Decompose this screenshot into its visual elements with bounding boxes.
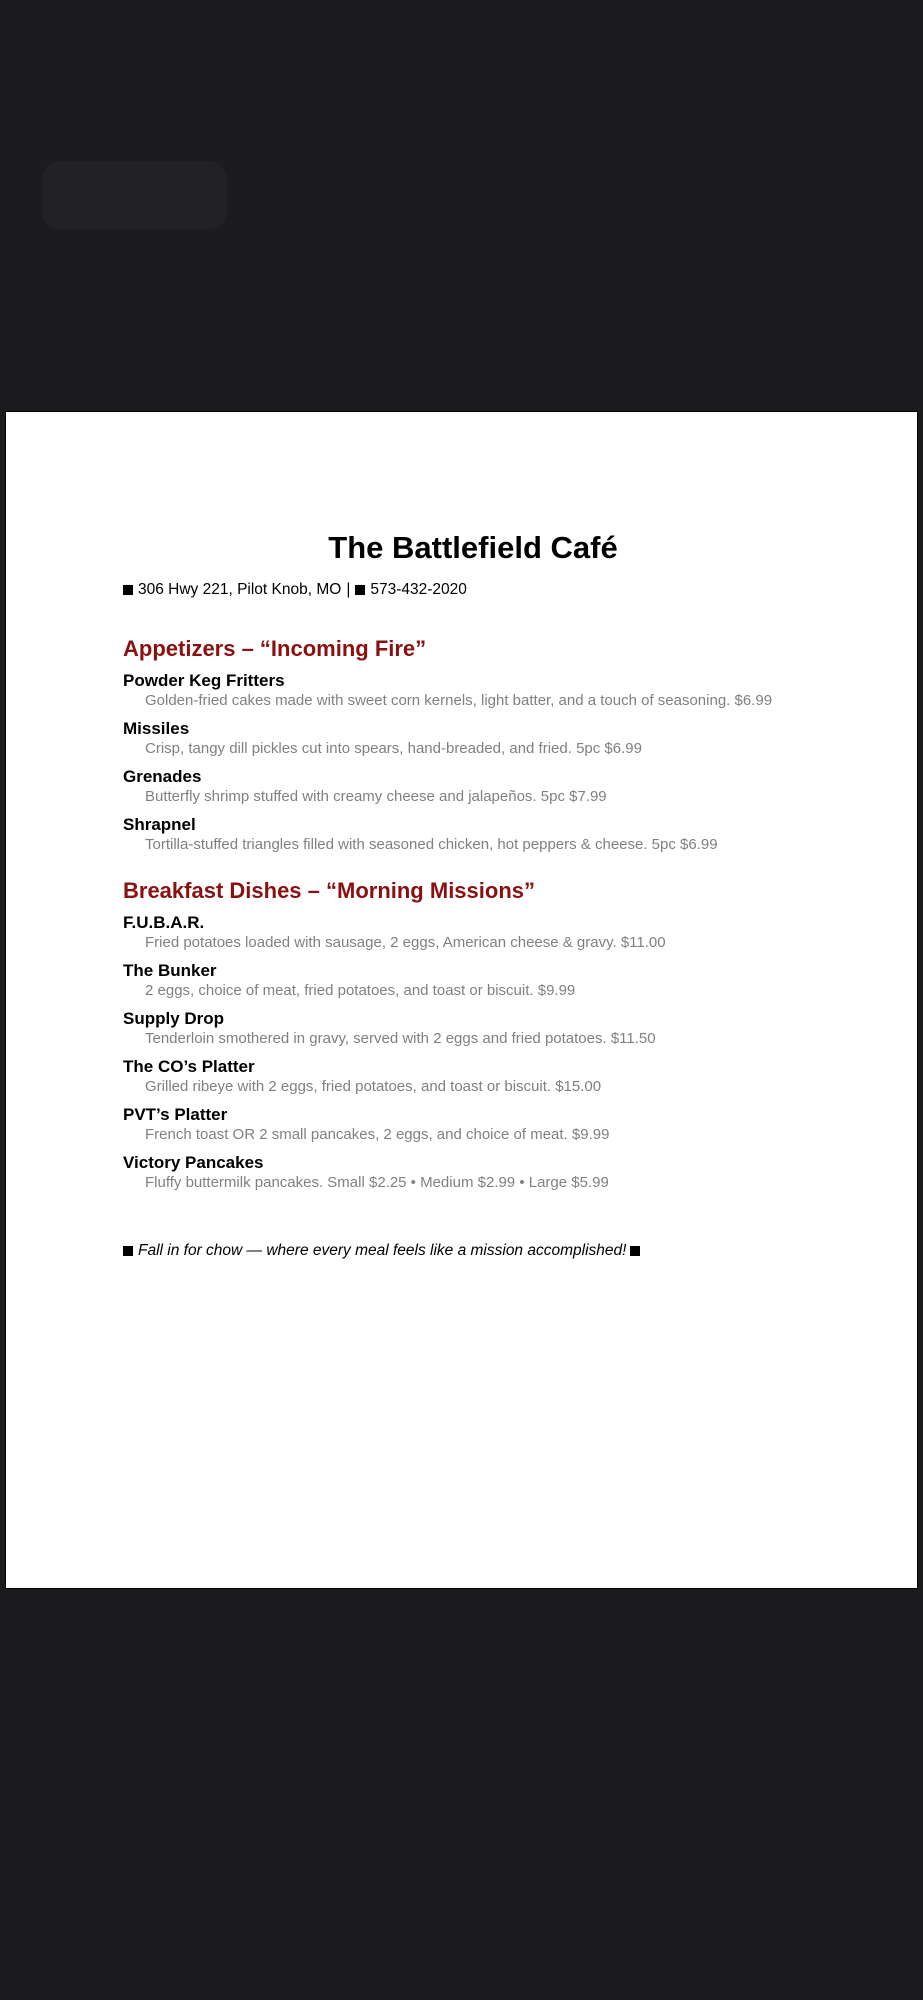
- item-description: Golden-fried cakes made with sweet corn kernels, light batter, and a touch of seasoning. $6.99: [145, 692, 773, 709]
- item-description: French toast OR 2 small pancakes, 2 eggs, and choice of meat. $9.99: [145, 1126, 610, 1143]
- appetizers-list: [123, 671, 823, 855]
- section-title-breakfast: Breakfast Dishes – “Morning Missions”: [123, 878, 535, 903]
- list-item: [123, 815, 823, 855]
- breakfast-list: [123, 913, 823, 1193]
- item-name: Powder Keg Fritters: [123, 671, 285, 690]
- item-name: Missiles: [123, 719, 190, 738]
- item-name: The Bunker: [123, 961, 217, 980]
- list-item: [123, 671, 823, 711]
- tagline: [123, 1241, 823, 1261]
- menu-page: [5, 411, 918, 1589]
- section-title-appetizers: Appetizers – “Incoming Fire”: [123, 636, 427, 661]
- list-item: [123, 1057, 823, 1097]
- item-name: Victory Pancakes: [123, 1153, 264, 1172]
- list-item: [123, 1105, 823, 1145]
- item-description: Tenderloin smothered in gravy, served with 2 eggs and fried potatoes. $11.50: [145, 1030, 656, 1047]
- bullet-square-icon: [630, 1246, 640, 1256]
- contact-separator: |: [346, 581, 351, 598]
- item-name: PVT’s Platter: [123, 1105, 228, 1124]
- toolbar-pill[interactable]: [42, 161, 227, 229]
- menu-content: [123, 528, 823, 1261]
- list-item: [123, 719, 823, 759]
- list-item: [123, 1153, 823, 1193]
- list-item: [123, 1009, 823, 1049]
- item-description: 2 eggs, choice of meat, fried potatoes, and toast or biscuit. $9.99: [145, 982, 576, 999]
- bullet-square-icon: [355, 585, 365, 595]
- list-item: [123, 961, 823, 1001]
- item-description: Butterfly shrimp stuffed with creamy cheese and jalapeños. 5pc $7.99: [145, 788, 607, 805]
- list-item: [123, 767, 823, 807]
- item-description: Fried potatoes loaded with sausage, 2 eggs, American cheese & gravy. $11.00: [145, 934, 666, 951]
- item-description: Fluffy buttermilk pancakes. Small $2.25 • Medium $2.99 • Large $5.99: [145, 1174, 609, 1191]
- item-name: Supply Drop: [123, 1009, 225, 1028]
- item-name: The CO’s Platter: [123, 1057, 255, 1076]
- list-item: [123, 913, 823, 953]
- item-name: Grenades: [123, 767, 202, 786]
- phone-text: 573-432-2020: [370, 581, 467, 598]
- bullet-square-icon: [123, 1246, 133, 1256]
- bullet-square-icon: [123, 585, 133, 595]
- item-description: Tortilla-stuffed triangles filled with seasoned chicken, hot peppers & cheese. 5pc $6.99: [145, 836, 718, 853]
- page-title: The Battlefield Café: [328, 530, 618, 565]
- item-description: Crisp, tangy dill pickles cut into spears, hand-breaded, and fried. 5pc $6.99: [145, 740, 642, 757]
- tagline-text: Fall in for chow — where every meal feels like a mission accomplished!: [138, 1242, 627, 1259]
- item-name: Shrapnel: [123, 815, 196, 834]
- address-text: 306 Hwy 221, Pilot Knob, MO: [138, 581, 342, 598]
- contact-line: [123, 580, 823, 600]
- item-description: Grilled ribeye with 2 eggs, fried potatoes, and toast or biscuit. $15.00: [145, 1078, 602, 1095]
- item-name: F.U.B.A.R.: [123, 913, 205, 932]
